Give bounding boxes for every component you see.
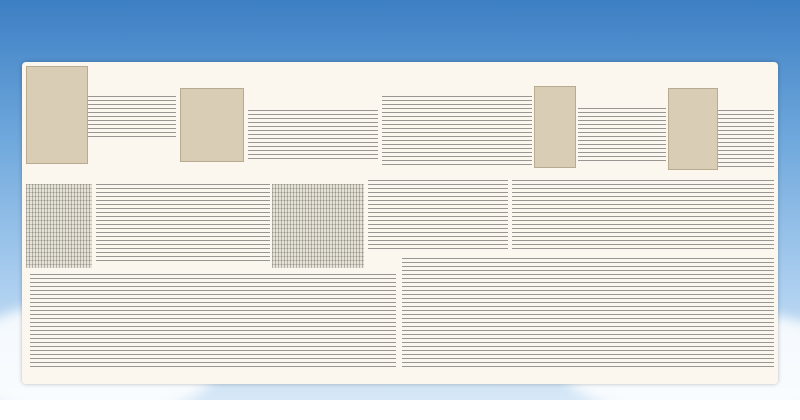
article-body [512, 180, 774, 250]
article-body [382, 96, 532, 166]
article-body [368, 180, 508, 250]
article-body [578, 108, 666, 164]
article-body [718, 110, 774, 170]
article-body [96, 184, 270, 264]
newspaper-scan-2 [272, 184, 364, 268]
newspaper-clip-3 [534, 86, 576, 168]
newspaper-scan-1 [26, 184, 92, 268]
article-body [248, 110, 378, 160]
newspaper-clip-2 [180, 88, 244, 162]
newspaper-clip-4 [668, 88, 718, 170]
article-body [88, 96, 176, 140]
article-body [402, 258, 774, 370]
newspaper-clip-1 [26, 66, 88, 164]
article-body [30, 274, 396, 370]
